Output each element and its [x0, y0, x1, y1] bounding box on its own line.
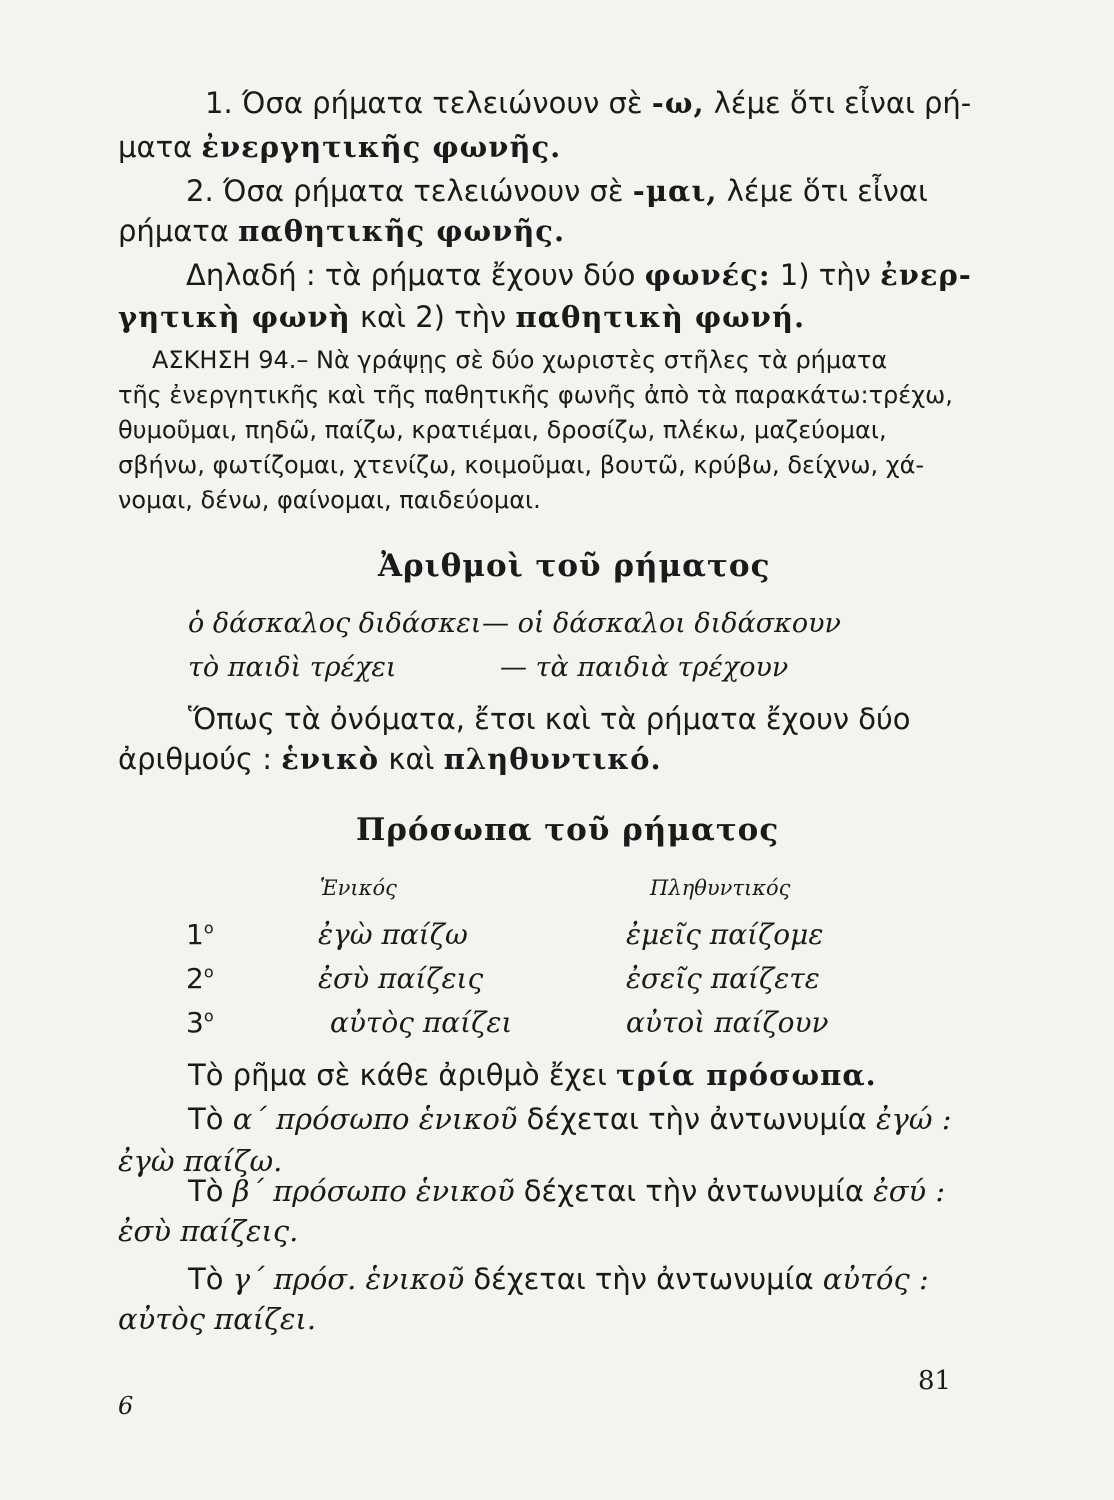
- person-number-2: $2^o$: [186, 962, 214, 995]
- signature-mark: 6: [118, 1392, 134, 1420]
- first-person-line2: ἐγὼ παίζω.: [118, 1144, 283, 1178]
- third-person-line2: αὐτὸς παίζει.: [118, 1302, 317, 1336]
- person2-singular: ἐσὺ παίζεις: [318, 962, 484, 995]
- heading-verb-numbers: Ἀριθμοὶ τοῦ ρήματος: [378, 548, 771, 584]
- person-number-1: $1^o$: [186, 918, 214, 951]
- second-person-line1: Τὸ β΄ πρόσωπο ἑνικοῦ δέχεται τὴν ἀντωνυμία ἐσύ :: [188, 1174, 946, 1208]
- example2-plural: — τὰ παιδιὰ τρέχουν: [500, 652, 789, 683]
- exercise-line-4: σβήνω, φωτίζομαι, χτενίζω, κοιμοῦμαι, βουτῶ, κρύβω, δείχνω, χά-: [118, 451, 925, 479]
- exercise-line-1: ΑΣΚΗΣΗ 94.– Νὰ γράψῃς σὲ δύο χωριστὲς στῆλες τὰ ρήματα: [152, 346, 888, 374]
- exercise-line-5: νομαι, δένω, φαίνομαι, παιδεύομαι.: [118, 486, 541, 514]
- second-person-line2: ἐσὺ παίζεις.: [118, 1214, 299, 1248]
- person2-plural: ἐσεῖς παίζετε: [626, 962, 820, 995]
- summary-line2: γητικὴ φωνὴ καὶ 2) τὴν παθητικὴ φωνή.: [118, 300, 806, 334]
- three-persons-line: Τὸ ρῆμα σὲ κάθε ἀριθμὸ ἔχει τρία πρόσωπα.: [188, 1058, 877, 1092]
- rule1-line2: ματα ἐνεργητικῆς φωνῆς.: [118, 130, 562, 164]
- person3-singular: αὐτὸς παίζει: [330, 1006, 513, 1039]
- col-singular-header: Ἑνικός: [320, 876, 397, 900]
- rule2-line1: 2. Όσα ρήματα τελειώνουν σὲ -μαι, λέμε ὅτι εἶναι: [186, 174, 928, 208]
- rule2-line2: ρήματα παθητικῆς φωνῆς.: [118, 214, 566, 248]
- rule1-line1: 1. Όσα ρήματα τελειώνουν σὲ -ω, λέμε ὅτι εἶναι ρή-: [205, 86, 972, 120]
- third-person-line1: Τὸ γ΄ πρόσ. ἑνικοῦ δέχεται τὴν ἀντωνυμία αὐτός :: [188, 1262, 929, 1296]
- numbers-text-line1: Ὅπως τὰ ὀνόματα, ἔτσι καὶ τὰ ρήματα ἔχουν δύο: [188, 702, 911, 736]
- page-number: 81: [918, 1366, 952, 1396]
- example1-plural: — οἱ δάσκαλοι διδάσκουν: [482, 608, 841, 639]
- first-person-line1: Τὸ α΄ πρόσωπο ἑνικοῦ δέχεται τὴν ἀντωνυμία ἐγώ :: [188, 1102, 952, 1136]
- exercise-line-3: θυμοῦμαι, πηδῶ, παίζω, κρατιέμαι, δροσίζω, πλέκω, μαζεύομαι,: [118, 416, 887, 444]
- col-plural-header: Πληθυντικός: [650, 876, 791, 900]
- person-number-3: $3^o$: [186, 1006, 214, 1039]
- person3-plural: αὐτοὶ παίζουν: [626, 1006, 829, 1039]
- summary-line1: Δηλαδή : τὰ ρήματα ἔχουν δύο φωνές: 1) τὴν ἐνερ-: [186, 258, 972, 292]
- numbers-text-line2: ἀριθμούς : ἑνικὸ καὶ πληθυντικό.: [118, 742, 662, 776]
- heading-verb-persons: Πρόσωπα τοῦ ρήματος: [356, 812, 780, 848]
- example1-singular: ὁ δάσκαλος διδάσκει: [188, 608, 482, 639]
- exercise-line-2: τῆς ἐνεργητικῆς καὶ τῆς παθητικῆς φωνῆς ἀπὸ τὰ παρακάτω:τρέχω,: [118, 381, 953, 409]
- person1-singular: ἐγὼ παίζω: [318, 918, 468, 951]
- example2-singular: τὸ παιδὶ τρέχει: [188, 652, 397, 683]
- person1-plural: ἐμεῖς παίζομε: [626, 918, 824, 951]
